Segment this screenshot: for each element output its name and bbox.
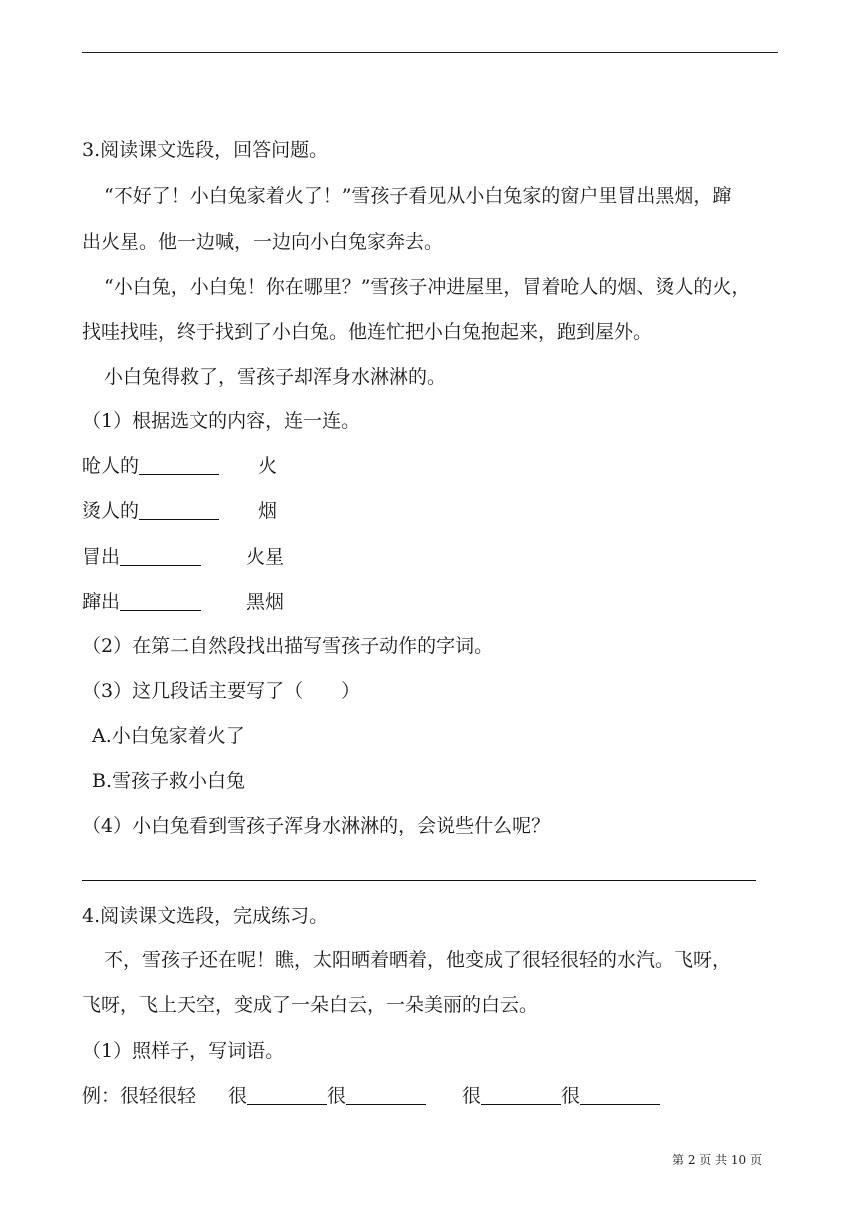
q3-sub-question-4: （4）小白兔看到雪孩子浑身水淋淋的，会说些什么呢？ xyxy=(82,815,551,837)
example-row xyxy=(82,1084,196,1108)
q3-paragraph-1-line-2: 出火星。他一边喊，一边向小白兔家奔去。 xyxy=(82,231,444,253)
match-right-term: 火 xyxy=(258,455,278,477)
word-blank[interactable] xyxy=(580,1086,660,1105)
q4-sub-question-1: （1）照样子，写词语。 xyxy=(82,1040,285,1062)
q3-paragraph-2-line-1: “小白兔，小白兔！你在哪里？”雪孩子冲进屋里，冒着呛人的烟、烫人的火， xyxy=(104,276,751,298)
match-right-term: 烟 xyxy=(258,500,278,522)
match-right-term: 火星 xyxy=(246,546,285,568)
match-blank[interactable] xyxy=(120,592,201,611)
hen-char: 很 xyxy=(327,1085,347,1107)
match-row xyxy=(82,454,219,478)
match-row xyxy=(82,545,201,569)
match-blank[interactable] xyxy=(139,456,219,475)
word-blank[interactable] xyxy=(346,1086,426,1105)
match-right-term: 黑烟 xyxy=(246,591,285,613)
q3-paragraph-3: 小白兔得救了，雪孩子却浑身水淋淋的。 xyxy=(104,366,447,388)
hen-char: 很 xyxy=(462,1085,482,1107)
q3-paragraph-2-line-2: 找哇找哇，终于找到了小白兔。他连忙把小白兔抱起来，跑到屋外。 xyxy=(82,321,653,343)
q3-sub-question-3: （3）这几段话主要写了（ ） xyxy=(82,680,361,702)
match-left-term: 蹿出 xyxy=(82,591,121,613)
q3-option-a[interactable]: A.小白兔家着火了 xyxy=(92,725,245,747)
q3-sub-question-1: （1）根据选文的内容，连一连。 xyxy=(82,410,361,432)
match-blank[interactable] xyxy=(139,501,219,520)
word-blank[interactable] xyxy=(247,1086,327,1105)
word-blank[interactable] xyxy=(481,1086,561,1105)
hen-char: 很 xyxy=(561,1085,581,1107)
match-left-term: 冒出 xyxy=(82,546,121,568)
q4-paragraph-line-1: 不，雪孩子还在呢！瞧，太阳晒着晒着，他变成了很轻很轻的水汽。飞呀， xyxy=(104,949,732,971)
answer-line[interactable] xyxy=(82,880,756,881)
page-number: 第 2 页 共 10 页 xyxy=(672,1153,762,1167)
fill-group-1 xyxy=(228,1084,426,1108)
hen-char: 很 xyxy=(228,1085,248,1107)
match-blank[interactable] xyxy=(120,547,201,566)
q4-title: 4.阅读课文选段，完成练习。 xyxy=(82,905,329,927)
q3-option-b[interactable]: B.雪孩子救小白兔 xyxy=(92,770,246,792)
match-row xyxy=(82,590,201,614)
q3-sub-question-2: （2）在第二自然段找出描写雪孩子动作的字词。 xyxy=(82,635,494,657)
example-label: 例：很轻很轻 xyxy=(82,1085,197,1107)
q3-paragraph-1-line-1: “不好了！小白兔家着火了！”雪孩子看见从小白兔家的窗户里冒出黑烟，蹿 xyxy=(104,185,732,207)
match-row xyxy=(82,499,219,523)
fill-group-2 xyxy=(462,1084,660,1108)
q3-title: 3.阅读课文选段，回答问题。 xyxy=(82,139,329,161)
header-rule xyxy=(82,52,778,53)
match-left-term: 呛人的 xyxy=(82,455,140,477)
match-left-term: 烫人的 xyxy=(82,500,140,522)
q4-paragraph-line-2: 飞呀，飞上天空，变成了一朵白云，一朵美丽的白云。 xyxy=(82,994,539,1016)
